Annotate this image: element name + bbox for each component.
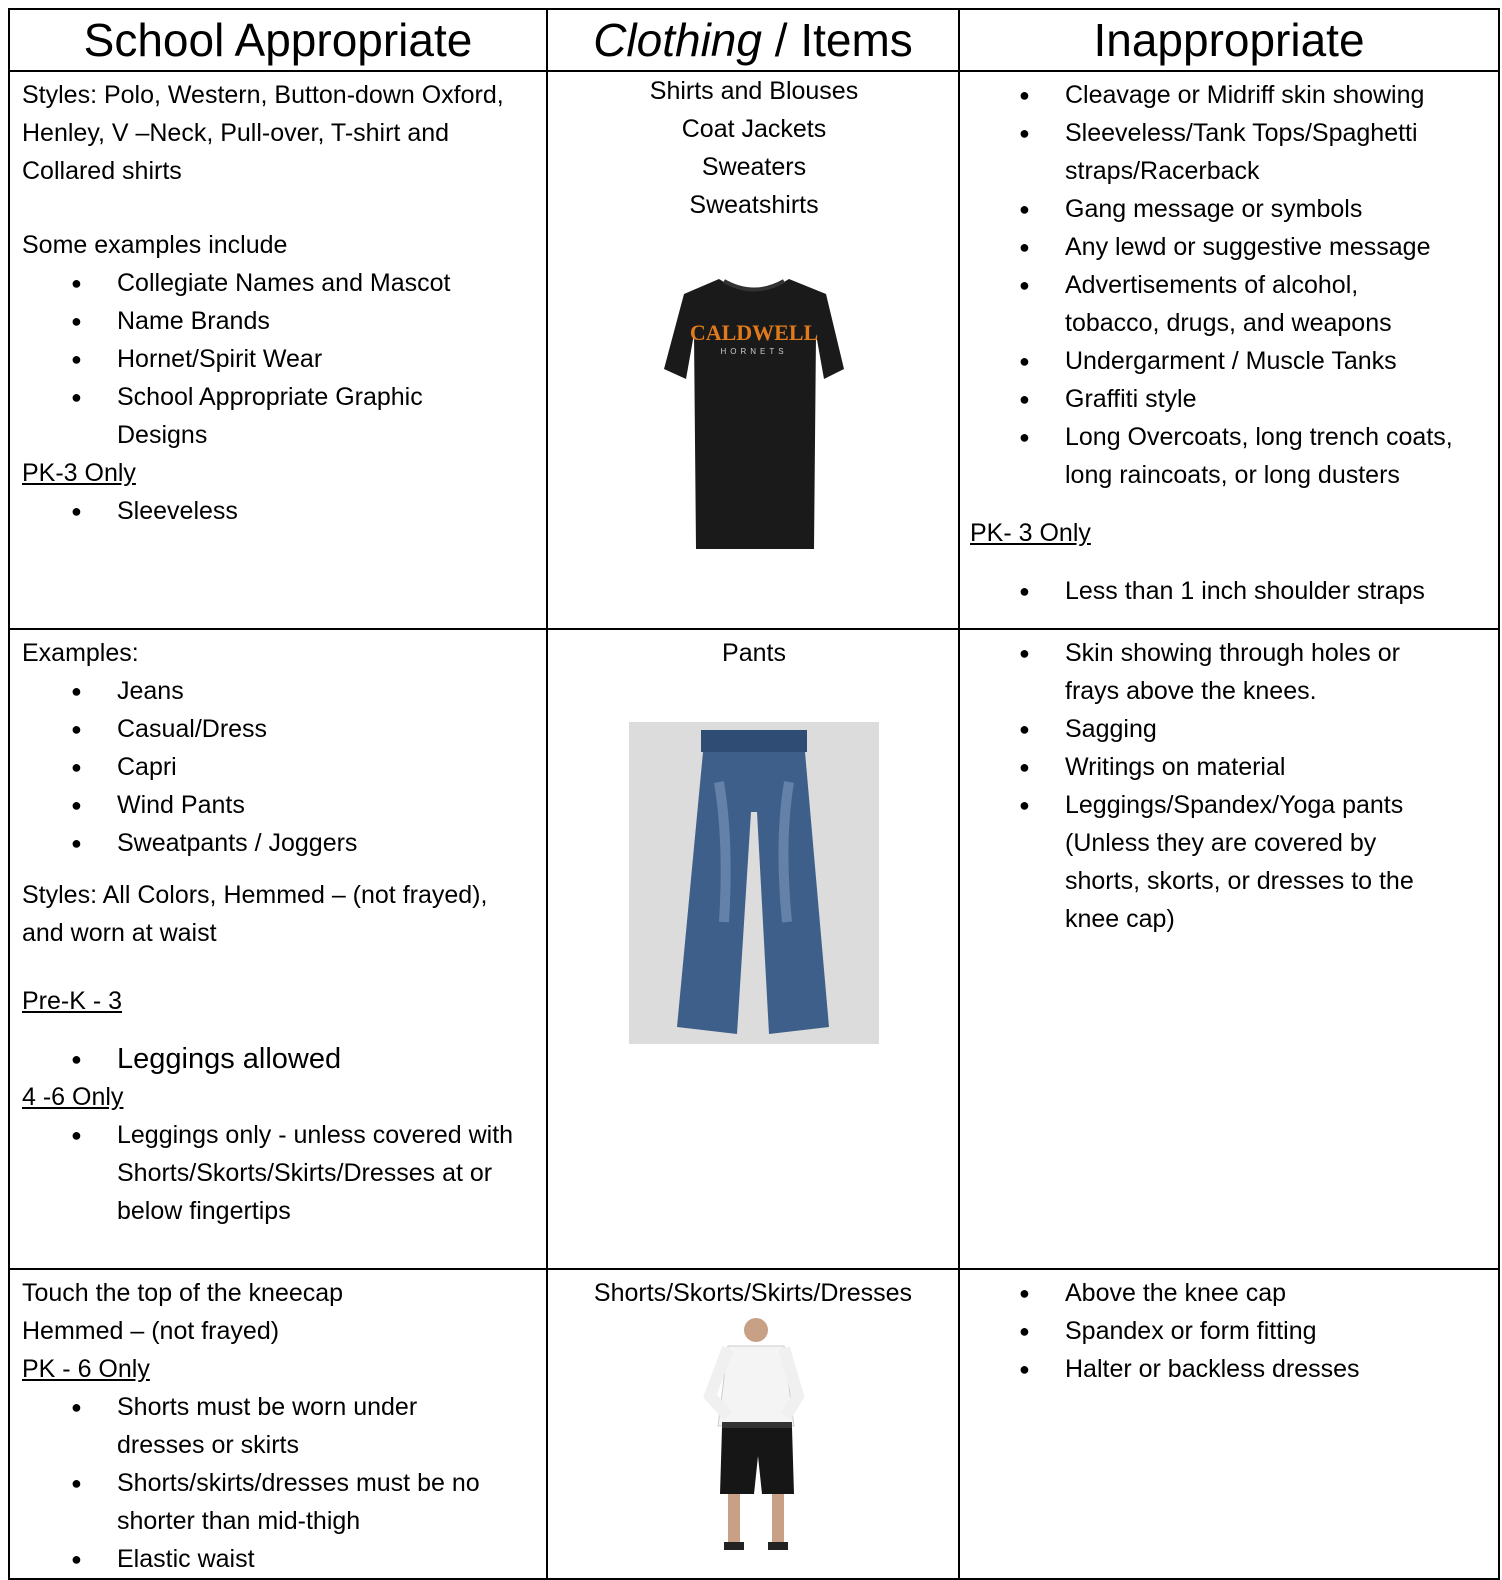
header-school-appropriate: School Appropriate <box>9 9 547 71</box>
list-item: ● Leggings/Spandex/Yoga pants (Unless they are covered by shorts, skorts, or dresses to the knee cap) <box>1065 786 1488 938</box>
item-label: Shirts and Blouses <box>649 77 859 105</box>
pants-styles-text: Styles: All Colors, Hemmed – (not frayed), and worn at waist <box>22 881 488 947</box>
pants-grade-heading-1: Pre-K - 3 <box>22 987 123 1015</box>
list-item: ● Capri <box>117 748 536 786</box>
pants-appropriate-cell <box>9 629 547 1269</box>
shirts-items-cell <box>547 71 959 629</box>
list-item: ● Sleeveless/Tank Tops/Spaghetti straps/Racerback <box>1065 114 1488 190</box>
shorts-appropriate-cell <box>9 1269 547 1579</box>
pants-examples-list <box>22 672 536 862</box>
list-item: ● Skin showing through holes or frays above the knees. <box>1065 634 1488 710</box>
list-item: ● Hornet/Spirit Wear <box>117 340 536 378</box>
list-item: ● Wind Pants <box>117 786 536 824</box>
list-item: ● Elastic waist <box>117 1540 536 1578</box>
shirts-examples-heading: Some examples include <box>22 231 288 259</box>
list-item: ● Collegiate Names and Mascot <box>117 264 536 302</box>
header-clothing-italic: Clothing <box>593 14 762 66</box>
pants-examples-heading: Examples: <box>22 639 139 667</box>
list-item: ● Shorts/skirts/dresses must be no shorter than mid-thigh <box>117 1464 536 1540</box>
list-item: ● Gang message or symbols <box>1065 190 1488 228</box>
dress-code-table <box>8 8 1500 1580</box>
list-item: ● Jeans <box>117 672 536 710</box>
pants-grade-list-2 <box>22 1116 536 1230</box>
list-item: ● Less than 1 inch shoulder straps <box>1065 572 1488 610</box>
t-shirt-image <box>664 274 844 554</box>
shirts-grade-list <box>22 492 536 530</box>
list-item: ● School Appropriate Graphic Designs <box>117 378 536 454</box>
list-item: ● Any lewd or suggestive message <box>1065 228 1488 266</box>
row-pants <box>9 629 1499 1269</box>
header-items-text: / Items <box>761 14 913 66</box>
row-shorts <box>9 1269 1499 1579</box>
shirts-grade-heading: PK-3 Only <box>22 459 136 487</box>
row-shirts <box>9 71 1499 629</box>
list-item: ● Casual/Dress <box>117 710 536 748</box>
shorts-line-2: Hemmed – (not frayed) <box>22 1317 280 1345</box>
jeans-image <box>629 722 879 1044</box>
pants-inappropriate-cell <box>959 629 1499 1269</box>
list-item: ● Writings on material <box>1065 748 1488 786</box>
shirts-examples-list <box>22 264 536 454</box>
shorts-outfit-image <box>698 1316 808 1556</box>
pants-items-cell <box>547 629 959 1269</box>
shirts-appropriate-cell <box>9 71 547 629</box>
header-clothing-items <box>547 9 959 71</box>
shorts-inappropriate-list <box>970 1274 1488 1388</box>
pants-grade-list-1 <box>22 1040 536 1078</box>
list-item: ● Graffiti style <box>1065 380 1488 418</box>
list-item: ● Name Brands <box>117 302 536 340</box>
shirts-inappropriate-grade-list <box>970 572 1488 610</box>
shorts-line-1: Touch the top of the kneecap <box>22 1279 344 1307</box>
header-row <box>9 9 1499 71</box>
pants-inappropriate-list <box>970 634 1488 938</box>
list-item: ● Sagging <box>1065 710 1488 748</box>
item-label: Sweaters <box>701 153 807 181</box>
item-label: Pants <box>722 639 786 667</box>
shirts-inappropriate-grade-heading: PK- 3 Only <box>970 519 1091 547</box>
list-item: ● Cleavage or Midriff skin showing <box>1065 76 1488 114</box>
list-item: ● Shorts must be worn under dresses or skirts <box>117 1388 536 1464</box>
shorts-items-cell <box>547 1269 959 1579</box>
list-item: ● Advertisements of alcohol, tobacco, drugs, and weapons <box>1065 266 1488 342</box>
list-item: ● Spandex or form fitting <box>1065 1312 1488 1350</box>
list-item: ● Halter or backless dresses <box>1065 1350 1488 1388</box>
item-label: Sweatshirts <box>689 191 819 219</box>
shirts-inappropriate-list <box>970 76 1488 494</box>
item-label: Coat Jackets <box>681 115 827 143</box>
list-item: ● Sweatpants / Joggers <box>117 824 536 862</box>
shorts-inappropriate-cell <box>959 1269 1499 1579</box>
list-item: ● Leggings only - unless covered with Shorts/Skorts/Skirts/Dresses at or below fingertips <box>117 1116 536 1230</box>
list-item: ● Leggings allowed <box>117 1040 536 1078</box>
item-label: Shorts/Skorts/Skirts/Dresses <box>593 1279 913 1307</box>
header-inappropriate: Inappropriate <box>959 9 1499 71</box>
shirt-print-top: CALDWELL <box>689 320 819 345</box>
pants-grade-heading-2: 4 -6 Only <box>22 1083 124 1111</box>
list-item: ● Undergarment / Muscle Tanks <box>1065 342 1488 380</box>
shirts-inappropriate-cell <box>959 71 1499 629</box>
shirt-print-bottom: HORNETS <box>720 347 788 356</box>
shorts-grade-heading: PK - 6 Only <box>22 1355 150 1383</box>
list-item: ● Long Overcoats, long trench coats, long raincoats, or long dusters <box>1065 418 1488 494</box>
shorts-grade-list <box>22 1388 536 1578</box>
list-item: ● Sleeveless <box>117 492 536 530</box>
list-item: ● Above the knee cap <box>1065 1274 1488 1312</box>
shirts-styles-text: Styles: Polo, Western, Button-down Oxford, Henley, V –Neck, Pull-over, T-shirt and Collared shirts <box>22 81 504 185</box>
